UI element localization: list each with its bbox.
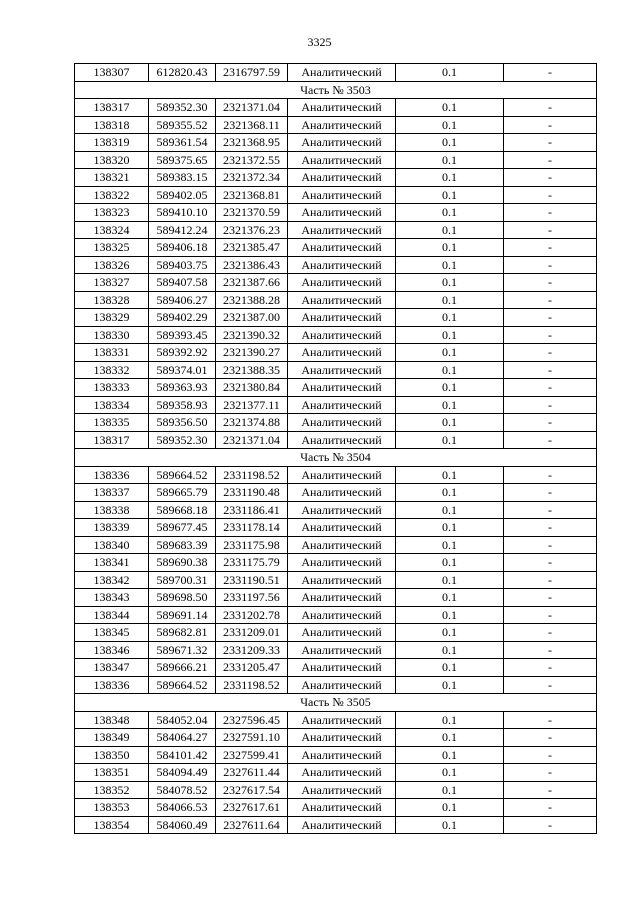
x-coordinate-cell: 584094.49 [149, 764, 216, 782]
x-coordinate-cell: 589664.52 [149, 466, 216, 484]
y-coordinate-cell: 2321368.11 [216, 116, 288, 134]
y-coordinate-cell: 2321372.34 [216, 169, 288, 187]
x-coordinate-cell: 589363.93 [149, 379, 216, 397]
point-id-cell: 138323 [75, 204, 149, 222]
x-coordinate-cell: 589356.50 [149, 414, 216, 432]
accuracy-cell: 0.1 [396, 186, 504, 204]
y-coordinate-cell: 2321376.23 [216, 221, 288, 239]
point-id-cell: 138328 [75, 291, 149, 309]
extra-cell: - [504, 659, 597, 677]
extra-cell: - [504, 641, 597, 659]
y-coordinate-cell: 2331186.41 [216, 501, 288, 519]
extra-cell: - [504, 554, 597, 572]
x-coordinate-cell: 589412.24 [149, 221, 216, 239]
point-id-cell: 138353 [75, 799, 149, 817]
accuracy-cell: 0.1 [396, 519, 504, 537]
section-label: Часть № 3504 [75, 449, 597, 467]
method-cell: Аналитический [288, 396, 396, 414]
point-id-cell: 138332 [75, 361, 149, 379]
extra-cell: - [504, 466, 597, 484]
table-row [75, 99, 597, 117]
accuracy-cell: 0.1 [396, 309, 504, 327]
table-row [75, 554, 597, 572]
table-row [75, 396, 597, 414]
point-id-cell: 138325 [75, 239, 149, 257]
x-coordinate-cell: 589698.50 [149, 589, 216, 607]
y-coordinate-cell: 2331175.79 [216, 554, 288, 572]
method-cell: Аналитический [288, 466, 396, 484]
coordinates-table-body [75, 64, 597, 834]
y-coordinate-cell: 2321371.04 [216, 99, 288, 117]
accuracy-cell: 0.1 [396, 396, 504, 414]
method-cell: Аналитический [288, 606, 396, 624]
y-coordinate-cell: 2321368.81 [216, 186, 288, 204]
y-coordinate-cell: 2321370.59 [216, 204, 288, 222]
x-coordinate-cell: 589403.75 [149, 256, 216, 274]
accuracy-cell: 0.1 [396, 326, 504, 344]
extra-cell: - [504, 134, 597, 152]
method-cell: Аналитический [288, 746, 396, 764]
table-row [75, 64, 597, 82]
table-row [75, 134, 597, 152]
method-cell: Аналитический [288, 729, 396, 747]
x-coordinate-cell: 589393.45 [149, 326, 216, 344]
table-row [75, 571, 597, 589]
extra-cell: - [504, 711, 597, 729]
extra-cell: - [504, 186, 597, 204]
y-coordinate-cell: 2321388.28 [216, 291, 288, 309]
table-row [75, 781, 597, 799]
extra-cell: - [504, 379, 597, 397]
accuracy-cell: 0.1 [396, 484, 504, 502]
extra-cell: - [504, 746, 597, 764]
x-coordinate-cell: 589352.30 [149, 99, 216, 117]
table-row [75, 326, 597, 344]
section-header-row [75, 81, 597, 99]
table-row [75, 116, 597, 134]
y-coordinate-cell: 2321374.88 [216, 414, 288, 432]
x-coordinate-cell: 589406.18 [149, 239, 216, 257]
y-coordinate-cell: 2321372.55 [216, 151, 288, 169]
x-coordinate-cell: 589677.45 [149, 519, 216, 537]
x-coordinate-cell: 589383.15 [149, 169, 216, 187]
y-coordinate-cell: 2331198.52 [216, 466, 288, 484]
extra-cell: - [504, 309, 597, 327]
point-id-cell: 138327 [75, 274, 149, 292]
extra-cell: - [504, 396, 597, 414]
y-coordinate-cell: 2331209.01 [216, 624, 288, 642]
method-cell: Аналитический [288, 186, 396, 204]
accuracy-cell: 0.1 [396, 641, 504, 659]
accuracy-cell: 0.1 [396, 134, 504, 152]
table-row [75, 151, 597, 169]
method-cell: Аналитический [288, 344, 396, 362]
point-id-cell: 138334 [75, 396, 149, 414]
method-cell: Аналитический [288, 624, 396, 642]
extra-cell: - [504, 239, 597, 257]
extra-cell: - [504, 484, 597, 502]
extra-cell: - [504, 291, 597, 309]
x-coordinate-cell: 612820.43 [149, 64, 216, 82]
method-cell: Аналитический [288, 151, 396, 169]
method-cell: Аналитический [288, 781, 396, 799]
method-cell: Аналитический [288, 379, 396, 397]
extra-cell: - [504, 169, 597, 187]
accuracy-cell: 0.1 [396, 764, 504, 782]
table-row [75, 221, 597, 239]
table-row [75, 239, 597, 257]
accuracy-cell: 0.1 [396, 536, 504, 554]
y-coordinate-cell: 2331202.78 [216, 606, 288, 624]
point-id-cell: 138336 [75, 466, 149, 484]
y-coordinate-cell: 2321390.27 [216, 344, 288, 362]
accuracy-cell: 0.1 [396, 781, 504, 799]
table-row [75, 816, 597, 834]
method-cell: Аналитический [288, 711, 396, 729]
extra-cell: - [504, 571, 597, 589]
method-cell: Аналитический [288, 519, 396, 537]
table-row [75, 729, 597, 747]
table-row [75, 764, 597, 782]
table-row [75, 746, 597, 764]
extra-cell: - [504, 729, 597, 747]
y-coordinate-cell: 2321377.11 [216, 396, 288, 414]
method-cell: Аналитический [288, 169, 396, 187]
method-cell: Аналитический [288, 274, 396, 292]
accuracy-cell: 0.1 [396, 344, 504, 362]
table-row [75, 589, 597, 607]
method-cell: Аналитический [288, 256, 396, 274]
point-id-cell: 138344 [75, 606, 149, 624]
table-row [75, 414, 597, 432]
x-coordinate-cell: 589375.65 [149, 151, 216, 169]
extra-cell: - [504, 781, 597, 799]
method-cell: Аналитический [288, 659, 396, 677]
x-coordinate-cell: 589700.31 [149, 571, 216, 589]
y-coordinate-cell: 2331197.56 [216, 589, 288, 607]
table-row [75, 361, 597, 379]
point-id-cell: 138331 [75, 344, 149, 362]
x-coordinate-cell: 589407.58 [149, 274, 216, 292]
extra-cell: - [504, 414, 597, 432]
accuracy-cell: 0.1 [396, 116, 504, 134]
table-row [75, 519, 597, 537]
accuracy-cell: 0.1 [396, 169, 504, 187]
extra-cell: - [504, 624, 597, 642]
x-coordinate-cell: 584060.49 [149, 816, 216, 834]
point-id-cell: 138319 [75, 134, 149, 152]
extra-cell: - [504, 99, 597, 117]
extra-cell: - [504, 536, 597, 554]
table-row [75, 536, 597, 554]
point-id-cell: 138352 [75, 781, 149, 799]
method-cell: Аналитический [288, 326, 396, 344]
extra-cell: - [504, 256, 597, 274]
method-cell: Аналитический [288, 361, 396, 379]
accuracy-cell: 0.1 [396, 379, 504, 397]
point-id-cell: 138322 [75, 186, 149, 204]
accuracy-cell: 0.1 [396, 659, 504, 677]
section-header-row [75, 449, 597, 467]
x-coordinate-cell: 589402.05 [149, 186, 216, 204]
point-id-cell: 138337 [75, 484, 149, 502]
x-coordinate-cell: 589691.14 [149, 606, 216, 624]
x-coordinate-cell: 589406.27 [149, 291, 216, 309]
x-coordinate-cell: 589664.52 [149, 676, 216, 694]
section-header-row [75, 694, 597, 712]
accuracy-cell: 0.1 [396, 466, 504, 484]
table-row [75, 799, 597, 817]
y-coordinate-cell: 2321387.00 [216, 309, 288, 327]
table-row [75, 379, 597, 397]
extra-cell: - [504, 519, 597, 537]
coordinates-table [74, 63, 597, 834]
extra-cell: - [504, 116, 597, 134]
x-coordinate-cell: 589361.54 [149, 134, 216, 152]
table-row [75, 466, 597, 484]
y-coordinate-cell: 2321368.95 [216, 134, 288, 152]
point-id-cell: 138339 [75, 519, 149, 537]
accuracy-cell: 0.1 [396, 274, 504, 292]
table-row [75, 676, 597, 694]
table-row [75, 606, 597, 624]
method-cell: Аналитический [288, 309, 396, 327]
accuracy-cell: 0.1 [396, 239, 504, 257]
method-cell: Аналитический [288, 414, 396, 432]
table-row [75, 256, 597, 274]
method-cell: Аналитический [288, 221, 396, 239]
accuracy-cell: 0.1 [396, 816, 504, 834]
accuracy-cell: 0.1 [396, 729, 504, 747]
method-cell: Аналитический [288, 431, 396, 449]
method-cell: Аналитический [288, 571, 396, 589]
y-coordinate-cell: 2327596.45 [216, 711, 288, 729]
point-id-cell: 138343 [75, 589, 149, 607]
extra-cell: - [504, 501, 597, 519]
point-id-cell: 138335 [75, 414, 149, 432]
x-coordinate-cell: 584064.27 [149, 729, 216, 747]
table-row [75, 624, 597, 642]
point-id-cell: 138329 [75, 309, 149, 327]
method-cell: Аналитический [288, 116, 396, 134]
y-coordinate-cell: 2331205.47 [216, 659, 288, 677]
extra-cell: - [504, 431, 597, 449]
accuracy-cell: 0.1 [396, 414, 504, 432]
method-cell: Аналитический [288, 501, 396, 519]
table-row [75, 291, 597, 309]
accuracy-cell: 0.1 [396, 571, 504, 589]
point-id-cell: 138350 [75, 746, 149, 764]
y-coordinate-cell: 2331198.52 [216, 676, 288, 694]
y-coordinate-cell: 2316797.59 [216, 64, 288, 82]
method-cell: Аналитический [288, 676, 396, 694]
y-coordinate-cell: 2327591.10 [216, 729, 288, 747]
y-coordinate-cell: 2321387.66 [216, 274, 288, 292]
table-row [75, 484, 597, 502]
x-coordinate-cell: 589683.39 [149, 536, 216, 554]
point-id-cell: 138324 [75, 221, 149, 239]
point-id-cell: 138317 [75, 431, 149, 449]
accuracy-cell: 0.1 [396, 746, 504, 764]
x-coordinate-cell: 589682.81 [149, 624, 216, 642]
method-cell: Аналитический [288, 99, 396, 117]
extra-cell: - [504, 799, 597, 817]
point-id-cell: 138347 [75, 659, 149, 677]
y-coordinate-cell: 2327599.41 [216, 746, 288, 764]
table-row [75, 309, 597, 327]
extra-cell: - [504, 204, 597, 222]
point-id-cell: 138320 [75, 151, 149, 169]
y-coordinate-cell: 2331209.33 [216, 641, 288, 659]
x-coordinate-cell: 589690.38 [149, 554, 216, 572]
accuracy-cell: 0.1 [396, 221, 504, 239]
x-coordinate-cell: 584066.53 [149, 799, 216, 817]
x-coordinate-cell: 589666.21 [149, 659, 216, 677]
point-id-cell: 138340 [75, 536, 149, 554]
y-coordinate-cell: 2327611.44 [216, 764, 288, 782]
extra-cell: - [504, 274, 597, 292]
page-number: 3325 [307, 35, 332, 49]
point-id-cell: 138326 [75, 256, 149, 274]
y-coordinate-cell: 2321371.04 [216, 431, 288, 449]
method-cell: Аналитический [288, 536, 396, 554]
method-cell: Аналитический [288, 816, 396, 834]
x-coordinate-cell: 589374.01 [149, 361, 216, 379]
section-label: Часть № 3503 [75, 81, 597, 99]
extra-cell: - [504, 151, 597, 169]
accuracy-cell: 0.1 [396, 256, 504, 274]
x-coordinate-cell: 589668.18 [149, 501, 216, 519]
accuracy-cell: 0.1 [396, 99, 504, 117]
y-coordinate-cell: 2331190.48 [216, 484, 288, 502]
method-cell: Аналитический [288, 641, 396, 659]
table-row [75, 186, 597, 204]
accuracy-cell: 0.1 [396, 361, 504, 379]
method-cell: Аналитический [288, 204, 396, 222]
point-id-cell: 138351 [75, 764, 149, 782]
table-row [75, 641, 597, 659]
x-coordinate-cell: 589402.29 [149, 309, 216, 327]
extra-cell: - [504, 64, 597, 82]
point-id-cell: 138330 [75, 326, 149, 344]
x-coordinate-cell: 589671.32 [149, 641, 216, 659]
table-row [75, 431, 597, 449]
method-cell: Аналитический [288, 484, 396, 502]
accuracy-cell: 0.1 [396, 606, 504, 624]
point-id-cell: 138345 [75, 624, 149, 642]
table-row [75, 344, 597, 362]
x-coordinate-cell: 589352.30 [149, 431, 216, 449]
table-row [75, 711, 597, 729]
point-id-cell: 138354 [75, 816, 149, 834]
table-row [75, 659, 597, 677]
method-cell: Аналитический [288, 239, 396, 257]
x-coordinate-cell: 584078.52 [149, 781, 216, 799]
extra-cell: - [504, 361, 597, 379]
y-coordinate-cell: 2331175.98 [216, 536, 288, 554]
accuracy-cell: 0.1 [396, 676, 504, 694]
point-id-cell: 138338 [75, 501, 149, 519]
y-coordinate-cell: 2327617.61 [216, 799, 288, 817]
table-row [75, 274, 597, 292]
accuracy-cell: 0.1 [396, 204, 504, 222]
point-id-cell: 138342 [75, 571, 149, 589]
accuracy-cell: 0.1 [396, 589, 504, 607]
point-id-cell: 138333 [75, 379, 149, 397]
accuracy-cell: 0.1 [396, 799, 504, 817]
extra-cell: - [504, 326, 597, 344]
method-cell: Аналитический [288, 589, 396, 607]
y-coordinate-cell: 2331178.14 [216, 519, 288, 537]
y-coordinate-cell: 2321388.35 [216, 361, 288, 379]
point-id-cell: 138317 [75, 99, 149, 117]
y-coordinate-cell: 2321390.32 [216, 326, 288, 344]
accuracy-cell: 0.1 [396, 64, 504, 82]
point-id-cell: 138321 [75, 169, 149, 187]
accuracy-cell: 0.1 [396, 624, 504, 642]
point-id-cell: 138307 [75, 64, 149, 82]
point-id-cell: 138318 [75, 116, 149, 134]
x-coordinate-cell: 584101.42 [149, 746, 216, 764]
method-cell: Аналитический [288, 799, 396, 817]
point-id-cell: 138336 [75, 676, 149, 694]
point-id-cell: 138348 [75, 711, 149, 729]
method-cell: Аналитический [288, 64, 396, 82]
y-coordinate-cell: 2321386.43 [216, 256, 288, 274]
x-coordinate-cell: 589410.10 [149, 204, 216, 222]
x-coordinate-cell: 589392.92 [149, 344, 216, 362]
x-coordinate-cell: 589355.52 [149, 116, 216, 134]
accuracy-cell: 0.1 [396, 431, 504, 449]
accuracy-cell: 0.1 [396, 711, 504, 729]
section-label: Часть № 3505 [75, 694, 597, 712]
accuracy-cell: 0.1 [396, 151, 504, 169]
table-row [75, 501, 597, 519]
point-id-cell: 138346 [75, 641, 149, 659]
table-row [75, 169, 597, 187]
extra-cell: - [504, 764, 597, 782]
point-id-cell: 138341 [75, 554, 149, 572]
method-cell: Аналитический [288, 134, 396, 152]
y-coordinate-cell: 2331190.51 [216, 571, 288, 589]
x-coordinate-cell: 589358.93 [149, 396, 216, 414]
y-coordinate-cell: 2327611.64 [216, 816, 288, 834]
extra-cell: - [504, 606, 597, 624]
accuracy-cell: 0.1 [396, 291, 504, 309]
extra-cell: - [504, 676, 597, 694]
y-coordinate-cell: 2327617.54 [216, 781, 288, 799]
accuracy-cell: 0.1 [396, 501, 504, 519]
extra-cell: - [504, 589, 597, 607]
y-coordinate-cell: 2321380.84 [216, 379, 288, 397]
method-cell: Аналитический [288, 764, 396, 782]
extra-cell: - [504, 816, 597, 834]
method-cell: Аналитический [288, 291, 396, 309]
point-id-cell: 138349 [75, 729, 149, 747]
extra-cell: - [504, 344, 597, 362]
extra-cell: - [504, 221, 597, 239]
x-coordinate-cell: 584052.04 [149, 711, 216, 729]
x-coordinate-cell: 589665.79 [149, 484, 216, 502]
method-cell: Аналитический [288, 554, 396, 572]
table-row [75, 204, 597, 222]
y-coordinate-cell: 2321385.47 [216, 239, 288, 257]
accuracy-cell: 0.1 [396, 554, 504, 572]
